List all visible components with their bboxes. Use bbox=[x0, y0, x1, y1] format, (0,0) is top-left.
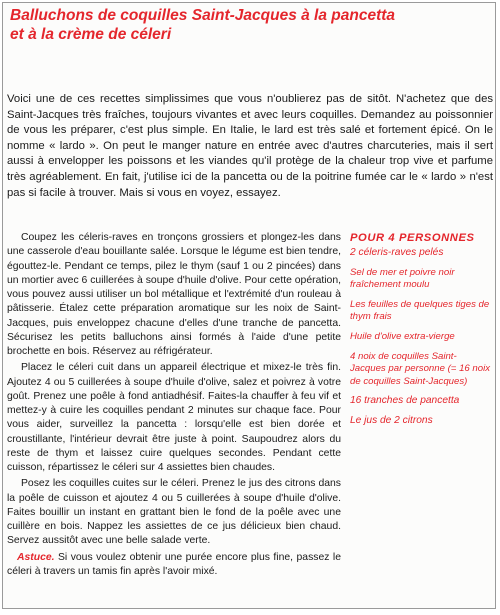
method-step-3: Posez les coquilles cuites sur le céleri. Prenez le jus des citrons dans la poêle de cuisson et ajoutez 4 ou 5 cuillerées à soupe d'huile d'olive. Faites bouillir un instant en grattant bien le fond de la poêle avec une cuillère en bois. Nappez les assiettes de ce jus délicieux bien chaud. Servez aussitôt avec une belle salade verte. bbox=[7, 478, 341, 547]
ingredient-item: 4 noix de coquilles Saint-Jacques par personne (= 16 noix de coquilles Saint-Jacques) bbox=[350, 350, 490, 387]
intro-paragraph: Voici une de ces recettes simplissimes que vous n'oublierez pas de sitôt. N'achetez que des Saint-Jacques très fraîches, toujours vivantes et avec leurs coquilles. Demandez au poissonnier de vous les préparer, c'est plus simple. En Italie, le lard est très salé et fortement épicé. On le nomme « lardo ». On peut le manger nature en entrée avec d'autres charcuteries, mais il sert aussi à envelopper les poissons et les viandes qu'il protège de la chaleur trop vive et parfume très agréablement. En fait, j'utilise ici de la pancetta ou de la poitrine fumée car le « lardo » n'est pas si facile à trouver. Mais si vous en voyez, essayez. bbox=[7, 93, 493, 199]
ingredient-item: Huile d'olive extra-vierge bbox=[350, 330, 455, 342]
tip-label: Astuce. bbox=[17, 551, 55, 563]
recipe-title bbox=[10, 6, 490, 44]
method-column bbox=[7, 231, 341, 581]
ingredients-sidebar bbox=[350, 231, 492, 435]
ingredient-item: Le jus de 2 citrons bbox=[350, 414, 433, 426]
ingredient-item: Les feuilles de quelques tiges de thym frais bbox=[350, 298, 490, 323]
recipe-title-line-1: Balluchons de coquilles Saint-Jacques à la pancetta bbox=[10, 7, 396, 24]
tip-paragraph bbox=[7, 551, 341, 580]
ingredient-item: 16 tranches de pancetta bbox=[350, 395, 460, 407]
recipe-page bbox=[2, 2, 496, 609]
ingredients-list bbox=[350, 247, 492, 428]
ingredient-item: 2 céleris-raves pelés bbox=[350, 247, 444, 258]
ingredient-item: Sel de mer et poivre noir fraîchement moulu bbox=[350, 266, 455, 291]
recipe-title-line-2: et à la crème de céleri bbox=[10, 26, 172, 43]
method-step-2: Placez le céleri cuit dans un appareil électrique et mixez-le très fin. Ajoutez 4 ou 5 cuillerées à soupe d'huile d'olive, salez et poivrez à votre goût. Prenez une poêle à fond antiadhésif. Faites-la chauffer à feu vif et mettez-y à cuire les coquilles pendant 2 minutes sur chaque face. Pour vous aider, surveillez la pancetta : lorsqu'elle est bien dorée et croustillante, l'intérieur devrait être juste à point. Saupoudrez alors du reste de thym et laissez cuire quelques secondes. Pendant cette cuisson, répartissez le céleri sur 4 assiettes bien chaudes. bbox=[7, 362, 341, 473]
tip-text: Si vous voulez obtenir une purée encore plus fine, passez le céleri à travers un tamis fin après l'avoir mixé. bbox=[7, 551, 341, 577]
method-step-1: Coupez les céleris-raves en tronçons grossiers et plongez-les dans une casserole d'eau bouillante salée. Lorsque le légume est bien tendre, égouttez-le. Pendant ce temps, pilez le thym (sauf 1 ou 2 pincées) dans un mortier avec 6 cuillerées à soupe d'huile d'olive. Pour cette opération, vous pouvez aussi utiliser un bol métallique et l'extrémité d'un rouleau à pâtisserie. Étalez cette préparation aromatique sur les noix de Saint-Jacques, puis enveloppez chacune d'elles d'une tranche de pancetta. Sécurisez les petits balluchons ainsi formés à l'aide d'une petite brochette en bois. Réservez au réfrigérateur. bbox=[7, 232, 341, 357]
ingredients-heading: POUR 4 PERSONNES bbox=[350, 232, 475, 244]
